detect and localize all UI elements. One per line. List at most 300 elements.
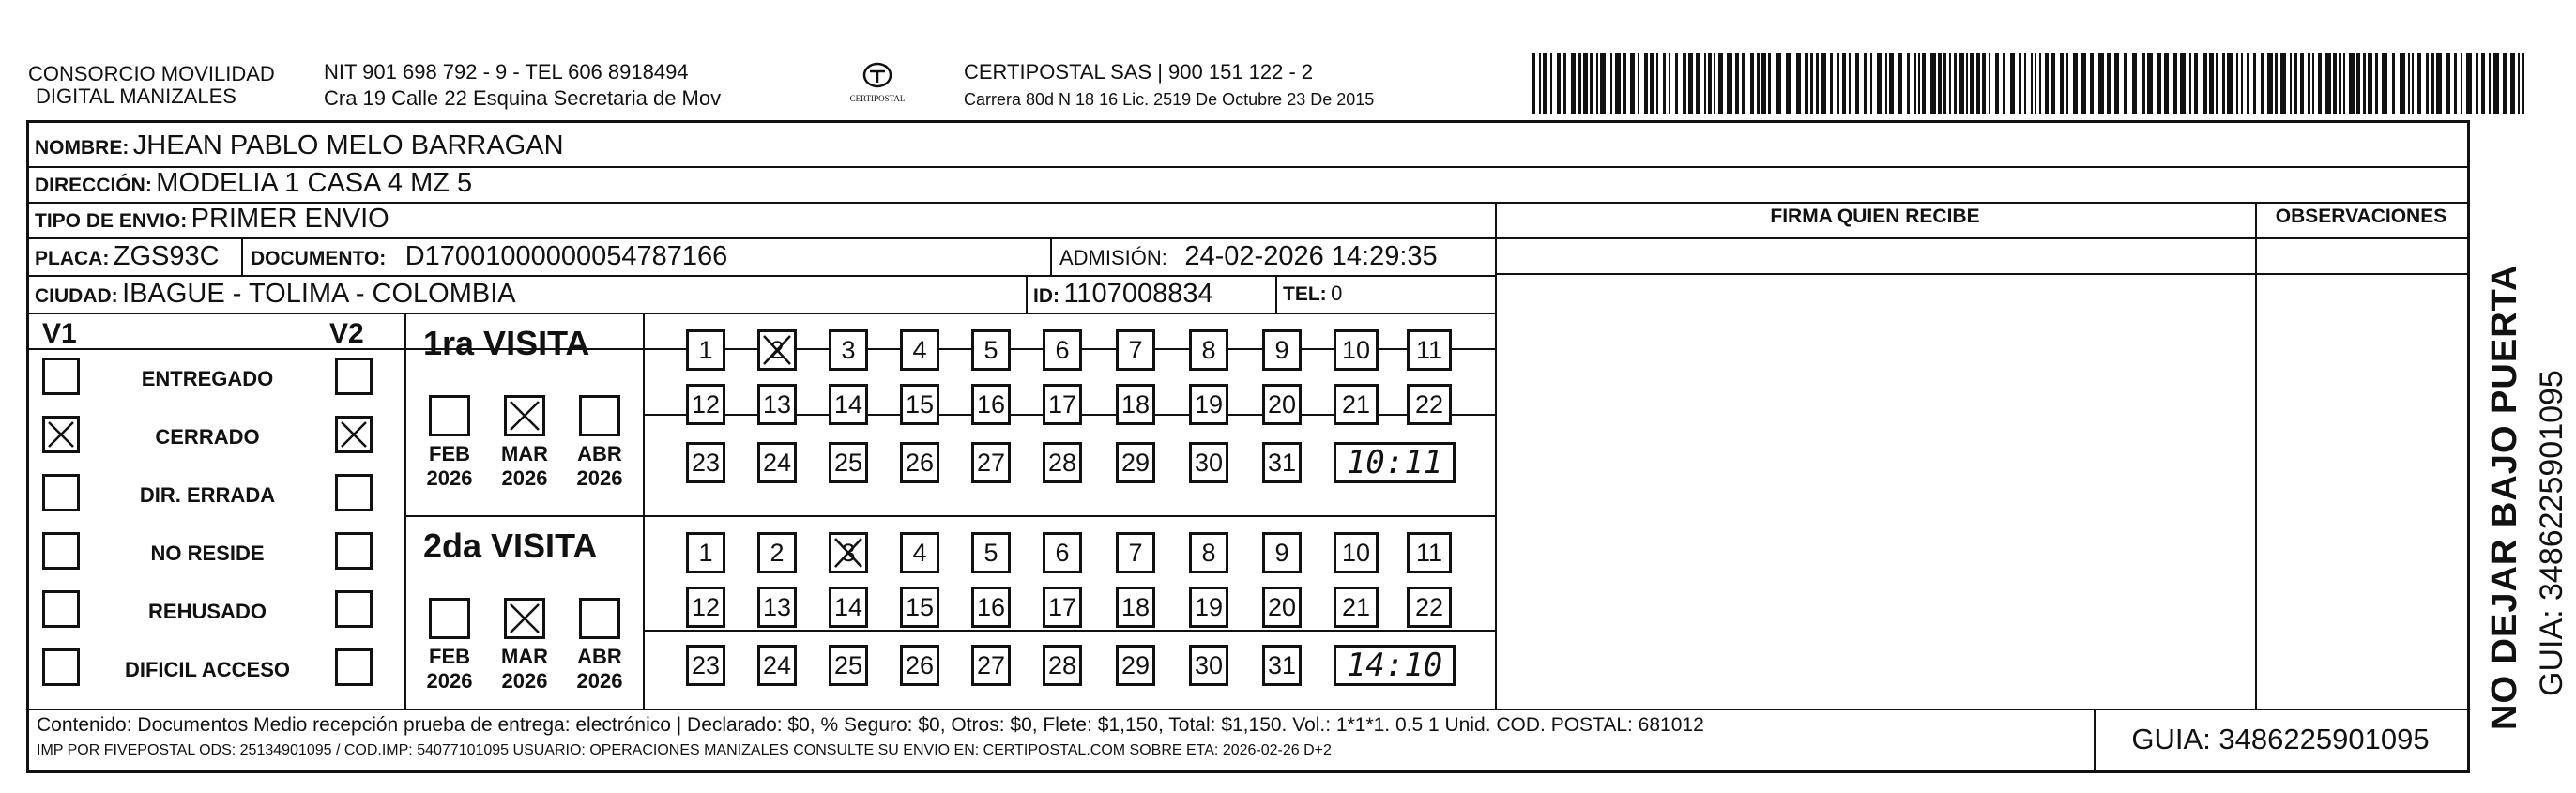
barcode-bar (2454, 53, 2457, 114)
barcode-bar (1796, 53, 1801, 114)
barcode-bar (1696, 53, 1700, 114)
barcode-bar (1776, 53, 1781, 114)
day-cell[interactable]: 17 (1043, 384, 1082, 425)
day-cell[interactable]: 12 (686, 587, 725, 628)
year-label: 2026 (576, 466, 623, 490)
month-label: MAR (500, 442, 549, 465)
day-cell[interactable]: 5 (971, 329, 1011, 371)
nombre-label: NOMBRE: (35, 137, 130, 159)
barcode-bar (2510, 53, 2515, 114)
day-cell[interactable]: 12 (686, 384, 725, 425)
barcode-bar (2392, 53, 2395, 114)
status-label: DIR. ERRADA (139, 483, 276, 507)
day-cell[interactable]: 4 (900, 532, 939, 573)
day-cell[interactable]: 1 (686, 329, 725, 371)
barcode-bar (2164, 53, 2169, 114)
check-mark-icon (338, 419, 370, 450)
barcode-bar (2290, 53, 2292, 114)
tel-value: 0 (1331, 282, 1343, 305)
documento-value: D17001000000054787166 (404, 241, 728, 271)
barcode-bar (1663, 53, 1666, 114)
barcode-bar (2461, 53, 2462, 114)
barcode-bar (2180, 53, 2186, 114)
v1-checkbox[interactable] (42, 648, 80, 686)
side-guia: GUIA: 3486225901095 (2534, 370, 2569, 696)
barcode-bar (2060, 53, 2064, 114)
barcode-bar (2481, 53, 2485, 114)
barcode-bar (1885, 53, 1887, 114)
barcode-bar (2114, 53, 2119, 114)
v2-checkbox[interactable] (335, 648, 373, 686)
barcode-bar (2489, 53, 2491, 114)
id-row (1033, 277, 1213, 315)
barcode-bar (2147, 53, 2153, 114)
barcode-bar (2194, 53, 2198, 114)
barcode-bar (2241, 53, 2243, 114)
barcode-bar (2173, 53, 2177, 114)
v1-checkbox[interactable] (42, 532, 80, 570)
barcode-bar (1610, 53, 1612, 114)
visit-time-value: 14:10 (1346, 647, 1443, 684)
barcode-bar (2010, 53, 2015, 114)
barcode-bar (1583, 53, 1588, 114)
day-cell[interactable]: 13 (757, 384, 797, 425)
barcode-bar (1864, 53, 1867, 114)
barcode-bar (1849, 53, 1851, 114)
barcode-bar (1768, 53, 1771, 114)
barcode-bar (1750, 53, 1754, 114)
certipostal-info: CERTIPOSTAL SAS | 900 151 122 - 2 (964, 60, 1314, 84)
barcode-bar (2035, 53, 2036, 114)
barcode-bar (2045, 53, 2049, 114)
barcode-bar (2073, 53, 2078, 114)
barcode-bar (2107, 53, 2111, 114)
day-cell[interactable]: 21 (1334, 587, 1379, 628)
ciudad-label: CIUDAD: (35, 285, 118, 307)
year-label: 2026 (501, 669, 548, 693)
documento-label: DOCUMENTO: (251, 248, 387, 269)
company-name-line1: CONSORCIO MOVILIDAD (28, 62, 275, 85)
barcode-bar (1810, 53, 1813, 114)
barcode-bar (2142, 53, 2145, 114)
barcode-bar (2300, 53, 2304, 114)
day-cell[interactable]: 13 (757, 587, 797, 628)
barcode-bar (1805, 53, 1808, 114)
barcode-bar (2356, 53, 2360, 114)
barcode-bar (2412, 53, 2414, 114)
observaciones-header: OBSERVACIONES (2275, 206, 2447, 227)
ciudad-row (35, 277, 516, 315)
barcode-bar (1683, 53, 1686, 114)
firma-header: FIRMA QUIEN RECIBE (1770, 206, 1980, 227)
barcode-bar (2343, 53, 2345, 114)
day-cell[interactable]: 14 (829, 384, 868, 425)
day-cell[interactable]: 27 (971, 442, 1011, 483)
check-mark-icon (45, 419, 77, 450)
barcode-bar (1550, 53, 1552, 114)
barcode-bar (1727, 53, 1732, 114)
month-label: FEB (429, 645, 470, 668)
v1-checkbox[interactable] (42, 474, 80, 511)
logo-text: CERTIPOSTAL (849, 94, 906, 103)
month-checkbox[interactable] (504, 395, 545, 436)
barcode-bar (1959, 53, 1964, 114)
barcode-bar (1539, 53, 1541, 114)
barcode-bar (2216, 53, 2218, 114)
day-cell[interactable]: 17 (1043, 587, 1082, 628)
barcode-bar (2189, 53, 2191, 114)
barcode-bar (1596, 53, 1598, 114)
status-label: REHUSADO (148, 600, 267, 623)
barcode-bar (2081, 53, 2086, 114)
nombre-value: JHEAN PABLO MELO BARRAGAN (132, 130, 564, 160)
id-label: ID: (1033, 285, 1059, 307)
barcode-bar (2039, 53, 2041, 114)
v1-checkbox[interactable] (42, 590, 80, 628)
barcode-bar (2247, 53, 2249, 114)
month-label: ABR (577, 645, 622, 668)
day-cell[interactable]: 7 (1116, 532, 1155, 573)
no-dejar-warning: NO DEJAR BAJO PUERTA (2485, 264, 2524, 730)
barcode-bar (2408, 53, 2410, 114)
barcode-bar (2325, 53, 2331, 114)
tipo-envio-row (35, 202, 389, 240)
barcode-bar (2098, 53, 2104, 114)
day-cell[interactable]: 16 (971, 384, 1011, 425)
barcode-bar (2436, 53, 2442, 114)
barcode-bar (1943, 53, 1946, 114)
day-cell[interactable]: 23 (686, 442, 725, 483)
barcode-bar (2024, 53, 2026, 114)
certipostal-license: Carrera 80d N 18 16 Lic. 2519 De Octubre 23 De 2015 (964, 90, 1375, 109)
barcode-bar (1708, 53, 1712, 114)
footer-guia: GUIA: 3486225901095 (2131, 723, 2430, 755)
day-cell[interactable]: 30 (1189, 442, 1228, 483)
barcode-bar (1563, 53, 1566, 114)
barcode-bar (2051, 53, 2055, 114)
id-value: 1107008834 (1063, 279, 1213, 309)
nombre-row (35, 129, 564, 167)
barcode-bar (2157, 53, 2161, 114)
barcode-bar (2253, 53, 2256, 114)
month-label: FEB (429, 442, 470, 465)
barcode-bar (1638, 53, 1639, 114)
barcode-bar (1982, 53, 1986, 114)
barcode-bar (2466, 53, 2472, 114)
barcode-bar (2349, 53, 2355, 114)
day-cell[interactable]: 29 (1116, 442, 1155, 483)
check-mark-icon (507, 601, 542, 636)
footer-content: Contenido: Documentos Medio recepción prueba de entrega: electrónico | Declarado: $0, % Seguro: $0, Otros: $0, Flete: $1,150, Total: $1,150. Vol.: 1*1*1. 0.5 1 Unid. COD. POSTAL: 681012 (37, 714, 1704, 736)
barcode-bar (2493, 53, 2499, 114)
barcode-bar (2368, 53, 2372, 114)
barcode-bar (1688, 53, 1693, 114)
barcode-bar (1877, 53, 1882, 114)
day-cell[interactable]: 20 (1262, 587, 1302, 628)
barcode-bar (1644, 53, 1648, 114)
day-cell[interactable]: 31 (1262, 645, 1302, 686)
barcode-bar (2019, 53, 2021, 114)
barcode-bar (2294, 53, 2297, 114)
barcode-bar (1966, 53, 1968, 114)
year-label: 2026 (426, 669, 473, 693)
day-cell[interactable]: 26 (900, 645, 939, 686)
tel-row (1283, 277, 1342, 313)
admision-value: 24-02-2026 14:29:35 (1184, 241, 1438, 271)
day-cell[interactable]: 28 (1043, 645, 1082, 686)
barcode-bar (2209, 53, 2214, 114)
barcode-bar (1855, 53, 1859, 114)
barcode-bar (2267, 53, 2273, 114)
barcode-bar (1718, 53, 1723, 114)
day-cell[interactable]: 15 (900, 384, 939, 425)
month-label: MAR (500, 645, 549, 668)
barcode-bar (1918, 53, 1920, 114)
barcode-bar (1600, 53, 1606, 114)
barcode-bar (1650, 53, 1654, 114)
company-nit: NIT 901 698 792 - 9 - TEL 606 8918494 (324, 60, 689, 84)
placa-label: PLACA: (35, 248, 110, 269)
direccion-row (35, 166, 472, 205)
month-checkbox[interactable] (504, 598, 545, 639)
day-cell[interactable]: 16 (971, 587, 1011, 628)
placa-row (35, 239, 220, 278)
barcode-bar (1675, 53, 1678, 114)
day-cell[interactable]: 11 (1407, 329, 1452, 371)
day-cell[interactable]: 15 (900, 587, 939, 628)
barcode-bar (2132, 53, 2137, 114)
barcode-bar (2275, 53, 2278, 114)
v2-label: V2 (329, 318, 364, 349)
barcode-bar (2375, 53, 2378, 114)
barcode-bar (1949, 53, 1951, 114)
day-cell[interactable]: 1 (686, 532, 725, 573)
barcode-bar (1970, 53, 1974, 114)
status-label: NO RESIDE (150, 541, 265, 565)
barcode-bar (1837, 53, 1839, 114)
v1-checkbox[interactable] (42, 416, 80, 453)
barcode-bar (1930, 53, 1936, 114)
direccion-value: MODELIA 1 CASA 4 MZ 5 (156, 168, 473, 198)
day-cell[interactable]: 9 (1262, 329, 1302, 371)
status-label: ENTREGADO (141, 367, 274, 390)
day-cell[interactable]: 19 (1189, 587, 1228, 628)
day-cell[interactable]: 2 (757, 532, 797, 573)
barcode (1532, 53, 2526, 114)
ciudad-value: IBAGUE - TOLIMA - COLOMBIA (122, 279, 516, 309)
admision-row (1059, 239, 1438, 278)
day-cell[interactable]: 8 (1189, 532, 1228, 573)
day-cell[interactable]: 3 (829, 532, 868, 573)
day-cell[interactable]: 5 (971, 532, 1011, 573)
barcode-bar (1543, 53, 1547, 114)
barcode-bar (2031, 53, 2033, 114)
barcode-bar (1907, 53, 1910, 114)
day-cell[interactable]: 18 (1116, 587, 1155, 628)
day-cell[interactable]: 6 (1043, 532, 1082, 573)
barcode-bar (2261, 53, 2264, 114)
visit-time[interactable] (1334, 645, 1456, 686)
barcode-bar (1630, 53, 1635, 114)
company-name-line2: DIGITAL MANIZALES (36, 84, 236, 108)
month-checkbox[interactable] (429, 395, 470, 436)
year-label: 2026 (576, 669, 623, 693)
barcode-bar (1830, 53, 1833, 114)
barcode-bar (1914, 53, 1916, 114)
barcode-bar (1704, 53, 1706, 114)
tel-label: TEL: (1283, 283, 1327, 305)
barcode-bar (1989, 53, 1990, 114)
barcode-bar (2363, 53, 2366, 114)
barcode-bar (2236, 53, 2238, 114)
check-mark-icon (760, 332, 794, 368)
barcode-bar (1821, 53, 1826, 114)
month-label: ABR (577, 442, 622, 465)
day-cell[interactable]: 8 (1189, 329, 1228, 371)
barcode-bar (2476, 53, 2478, 114)
barcode-bar (1615, 53, 1621, 114)
barcode-bar (2280, 53, 2286, 114)
barcode-bar (1742, 53, 1745, 114)
v1-checkbox[interactable] (42, 358, 80, 395)
barcode-bar (1889, 53, 1894, 114)
barcode-bar (1922, 53, 1926, 114)
month-checkbox[interactable] (579, 395, 620, 436)
barcode-bar (1590, 53, 1593, 114)
direccion-label: DIRECCIÓN: (35, 175, 152, 196)
day-cell[interactable]: 29 (1116, 645, 1155, 686)
barcode-bar (2503, 53, 2507, 114)
barcode-bar (1995, 53, 1999, 114)
barcode-bar (2431, 53, 2434, 114)
barcode-bar (2318, 53, 2322, 114)
year-label: 2026 (426, 466, 473, 490)
barcode-bar (1578, 53, 1581, 114)
barcode-bar (2400, 53, 2405, 114)
status-label: DIFICIL ACCESO (124, 658, 290, 681)
barcode-bar (2446, 53, 2450, 114)
barcode-bar (1954, 53, 1957, 114)
day-cell[interactable]: 31 (1262, 442, 1302, 483)
visit-time[interactable] (1334, 442, 1456, 483)
barcode-bar (2522, 53, 2524, 114)
day-cell[interactable]: 9 (1262, 532, 1302, 573)
barcode-bar (2124, 53, 2127, 114)
barcode-bar (1938, 53, 1942, 114)
month-checkbox[interactable] (429, 598, 470, 639)
barcode-bar (1761, 53, 1766, 114)
day-cell[interactable]: 20 (1262, 384, 1302, 425)
barcode-bar (1786, 53, 1791, 114)
visit-title: 2da VISITA (423, 526, 598, 565)
v2-checkbox[interactable] (335, 358, 373, 395)
day-cell[interactable]: 24 (757, 442, 797, 483)
year-label: 2026 (501, 466, 548, 490)
day-cell[interactable]: 7 (1116, 329, 1155, 371)
barcode-bar (1571, 53, 1576, 114)
day-cell[interactable]: 28 (1043, 442, 1082, 483)
tipo-envio-label: TIPO DE ENVIO: (35, 210, 188, 232)
day-cell[interactable]: 19 (1189, 384, 1228, 425)
barcode-bar (1816, 53, 1819, 114)
day-cell[interactable]: 30 (1189, 645, 1228, 686)
barcode-bar (1557, 53, 1561, 114)
certipostal-logo (845, 58, 910, 111)
barcode-bar (2090, 53, 2094, 114)
day-cell[interactable]: 10 (1334, 532, 1379, 573)
barcode-bar (2003, 53, 2005, 114)
placa-value: ZGS93C (113, 241, 220, 271)
barcode-bar (1669, 53, 1670, 114)
company-address: Cra 19 Calle 22 Esquina Secretaria de Mov (324, 86, 722, 110)
barcode-bar (2312, 53, 2314, 114)
day-cell[interactable]: 26 (900, 442, 939, 483)
barcode-bar (1870, 53, 1872, 114)
barcode-bar (2382, 53, 2387, 114)
barcode-bar (2066, 53, 2068, 114)
v2-checkbox[interactable] (335, 474, 373, 511)
day-cell[interactable]: 23 (686, 645, 725, 686)
day-cell[interactable]: 24 (757, 645, 797, 686)
visit-time-value: 10:11 (1346, 444, 1443, 481)
barcode-bar (2333, 53, 2337, 114)
tipo-envio-value: PRIMER ENVIO (191, 204, 389, 234)
v2-checkbox[interactable] (335, 416, 373, 453)
barcode-bar (2227, 53, 2233, 114)
v2-checkbox[interactable] (335, 590, 373, 628)
check-mark-icon (831, 535, 865, 571)
day-cell[interactable]: 25 (829, 442, 868, 483)
check-mark-icon (507, 398, 542, 434)
delivery-form (26, 120, 2470, 773)
barcode-bar (1656, 53, 1658, 114)
status-label: CERRADO (155, 425, 260, 449)
visit-title: 1ra VISITA (423, 324, 590, 362)
day-cell[interactable]: 6 (1043, 329, 1082, 371)
barcode-bar (1976, 53, 1980, 114)
day-cell[interactable]: 4 (900, 329, 939, 371)
day-cell[interactable]: 22 (1407, 587, 1452, 628)
month-checkbox[interactable] (579, 598, 620, 639)
v2-checkbox[interactable] (335, 532, 373, 570)
barcode-bar (1735, 53, 1739, 114)
footer-imp: IMP POR FIVEPOSTAL ODS: 25134901095 / COD.IMP: 54077101095 USUARIO: OPERACIONES MANIZALES CONSULTE SU ENVIO EN: CERTIPOSTAL.COM SOBRE ETA: 2026-02-26 D+2 (37, 742, 1332, 758)
barcode-bar (1623, 53, 1626, 114)
day-cell[interactable]: 10 (1334, 329, 1379, 371)
barcode-bar (1757, 53, 1760, 114)
day-cell[interactable]: 3 (829, 329, 868, 371)
barcode-bar (1842, 53, 1846, 114)
admision-label: ADMISIÓN: (1059, 246, 1167, 269)
barcode-bar (2203, 53, 2207, 114)
barcode-bar (1532, 53, 1535, 114)
day-cell[interactable]: 25 (829, 645, 868, 686)
day-cell[interactable]: 14 (829, 587, 868, 628)
barcode-bar (1714, 53, 1715, 114)
day-cell[interactable]: 21 (1334, 384, 1379, 425)
documento-row (251, 239, 727, 278)
v1-label: V1 (42, 318, 77, 349)
day-cell[interactable]: 2 (757, 329, 797, 371)
day-cell[interactable]: 11 (1407, 532, 1452, 573)
day-cell[interactable]: 18 (1116, 384, 1155, 425)
barcode-bar (2518, 53, 2520, 114)
day-cell[interactable]: 22 (1407, 384, 1452, 425)
barcode-bar (2417, 53, 2421, 114)
day-cell[interactable]: 27 (971, 645, 1011, 686)
barcode-bar (2426, 53, 2429, 114)
barcode-bar (2222, 53, 2225, 114)
